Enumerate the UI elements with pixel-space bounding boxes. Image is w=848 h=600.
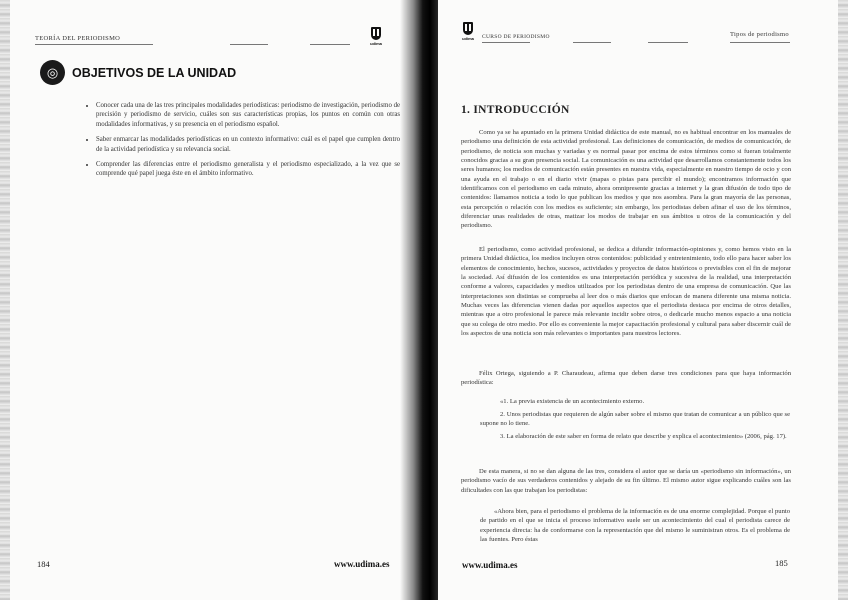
objective-item: • Saber enmarcar las modalidades periodísticas en un contexto informativo: cuál es el papel que cumplen dentro de la actividad periodística y su relevancia social.	[96, 135, 400, 154]
scan-edge-left	[0, 0, 10, 600]
header-rule	[310, 44, 350, 45]
scan-edge-right	[838, 0, 848, 600]
left-page	[0, 0, 418, 600]
paragraph: De esta manera, si no se dan alguna de las tres, considera el autor que se daría un «periodismo sin información», un periodismo vacío de sus verdaderos contenidos y alejado de su fin último. El mismo autor sigue explicando cuáles son las dificultades con las que trabajan los periodistas:	[461, 468, 791, 494]
header-rule	[648, 42, 688, 43]
section-title: 1. INTRODUCCIÓN	[461, 104, 570, 116]
objective-item: • Conocer cada una de las tres principales modalidades periodísticas: periodismo de investigación, periodismo de precisión y periodismo de servicio, cuáles son sus características propias, los puntos en común con otras modalidades informativas, y su presencia en el periodismo español.	[96, 101, 400, 129]
footer-website-link[interactable]: www.udima.es	[334, 559, 390, 569]
header-rule	[482, 42, 530, 43]
running-header-right: Tipos de periodismo	[730, 31, 789, 38]
objectives-title: OBJETIVOS DE LA UNIDAD	[72, 66, 237, 80]
condition-item: «1. La previa existencia de un acontecimiento externo.	[500, 398, 645, 405]
udima-logo-icon	[371, 27, 381, 40]
target-icon: ◎	[40, 60, 65, 85]
footer-website-link[interactable]: www.udima.es	[462, 560, 518, 570]
paragraph: Como ya se ha apuntado en la primera Unidad didáctica de este manual, no es habitual encontrar en los manuales de periodismo una definición de esta actividad profesional. Las definiciones de comunicación, de medios de comunicación, de periodismo, de noticia son muchas y variadas y es normal pasar por encima de estos términos como si fueran totalmente conocidos gracias a su gran presencia social. La comunicación es una actividad que desarrollamos constantemente todos los seres humanos; los medios de comunicación están presentes en nuestra vida, especialmente en nuestro tiempo de ocio y con una ayuda en el trabajo o en el diario vivir (mapas o pistas para percibir el mundo); encontramos información que identificamos con el periodismo en cada minuto, ahora omnipresente gracias a internet y la gran difusión de todo tipo de contenidos: llamamos noticia a todo lo que publican los medios y que nos asombra. Para la gran mayoría de las personas, esta percepción o relación con los medios es suficiente; sin embargo, los periodistas deben afinar el uso de los términos, diferenciar unas realidades de otras, matizar los modos de trabajar en sus ámbitos u otros de la comunicación y del periodismo.	[461, 129, 791, 230]
condition-item: 2. Unos periodistas que requieren de algún saber sobre el mismo que tratan de comunicar a un público que se supone no lo tiene.	[480, 411, 790, 428]
udima-logo-icon	[463, 22, 473, 35]
udima-logo	[461, 22, 475, 41]
paragraph: Félix Ortega, siguiendo a P. Charaudeau, afirma que deben darse tres condiciones para que haya información periodística:	[461, 370, 791, 387]
running-header-title: TEORÍA DEL PERIODISMO	[35, 35, 121, 42]
header-rule	[230, 44, 268, 45]
running-header-left: CURSO DE PERIODISMO	[482, 34, 550, 40]
udima-logo	[369, 27, 383, 46]
paragraph: El periodismo, como actividad profesional, se dedica a difundir información-opiniones y, como hemos visto en la primera Unidad didáctica, los medios incluyen otros contenidos: publicidad y entretenimiento, todo ello para hacer saber los elementos de conocimiento, hechos, sucesos, actividades y proyectos de datos históricos o previsibles con el fin de mejorar la sociedad. Así difusión de los contenidos es una interpretación periódica y sucesiva de la realidad, una interpretación conforme a valores, capacidades y medios utilizados por los periodistas dentro de una empresa de comunicación. Que las interpretaciones son distintas se comprueba al leer dos o más diarios que enfocan de manera diferente una misma noticia. Muchas veces las diferencias vienen dadas por aquellos aspectos que el periodista destaca por encima de otros detalles, mientras que a otro profesional le parece más relevante incidir sobre otros, o dedicarle mucho menos espacio a una noticia que su colega de otro medio. Por ello es conveniente la mejor capacitación profesional y cultural para saber discernir cuál de los aspectos de una noticia son más relevantes o importantes para nuestros lectores.	[461, 246, 791, 338]
objective-item: • Comprender las diferencias entre el periodismo generalista y el periodismo especializado, a la vez que se comprende qué papel juega éste en el ámbito informativo.	[96, 160, 400, 179]
logo-label: udima	[370, 41, 382, 46]
condition-item: 3. La elaboración de este saber en forma de relato que describe y explica el acontecimiento» (2006, pág. 17).	[500, 433, 787, 440]
page-number: 185	[775, 558, 788, 568]
block-quote: «Ahora bien, para el periodismo el problema de la información es de una enorme complejidad. Porque el punto de partido en el que se inicia el proceso informativo suele ser un acontecimiento del cual el periodista carece de experiencia directa: ha de conformarse con la representación que del mismo le suministran otros. Es el problema de las fuentes. Pero éstas	[480, 508, 790, 544]
logo-label: udima	[462, 36, 474, 41]
header-rule	[730, 42, 790, 43]
header-rule	[573, 42, 611, 43]
header-rule	[35, 44, 153, 45]
objectives-list	[84, 101, 400, 185]
page-number: 184	[37, 559, 50, 569]
